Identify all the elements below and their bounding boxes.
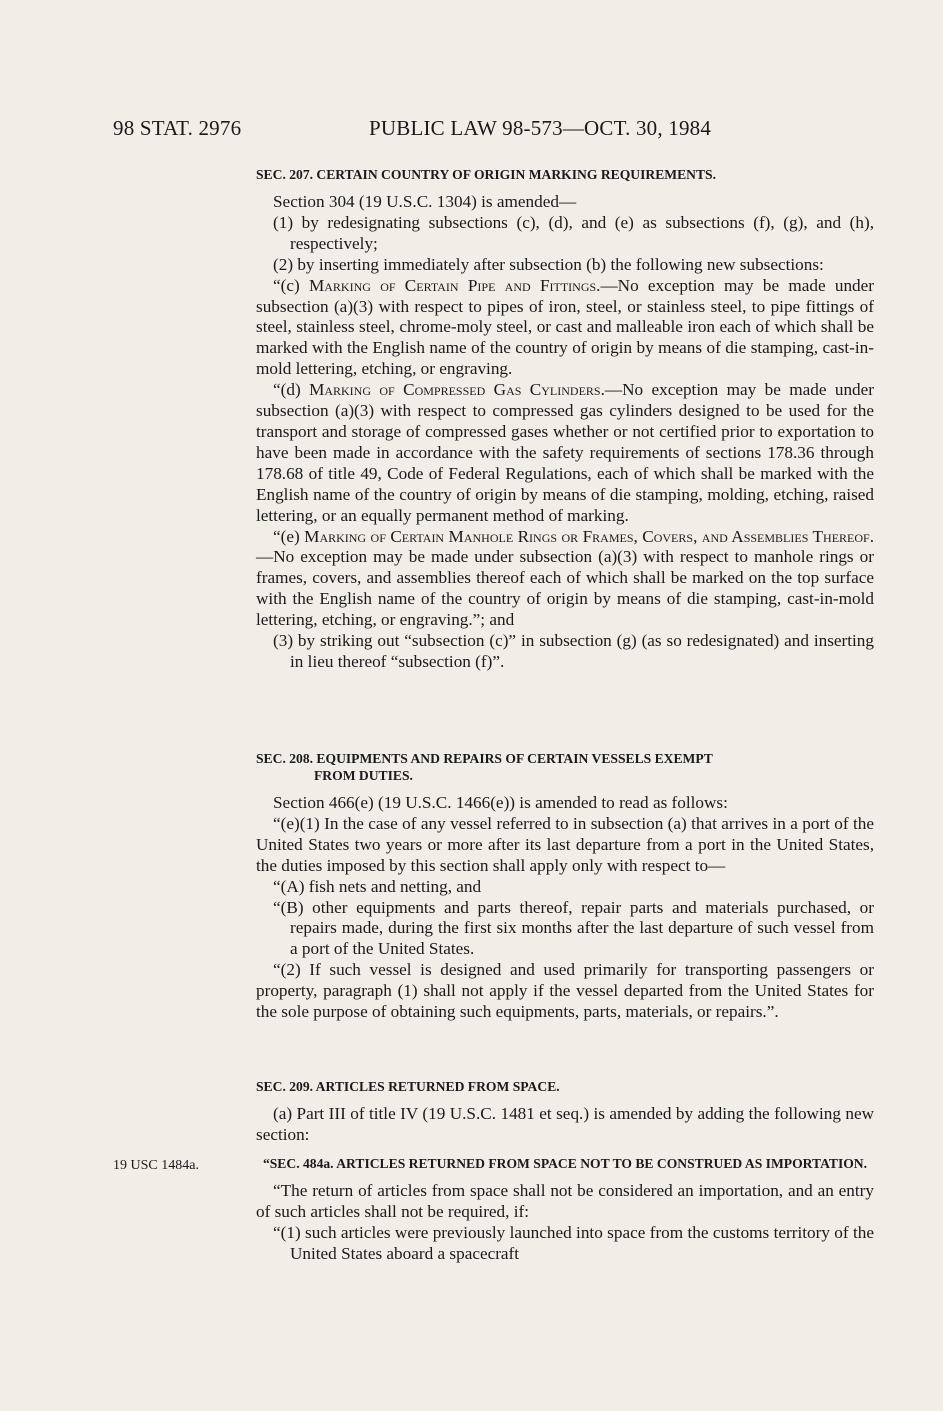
paragraph-e1: “(e)(1) In the case of any vessel referred to in subsection (a) that arrives in a port of the United States two years or more after its last departure from a port in the United States, the duties imposed by this section shall apply only with respect to— (256, 813, 874, 875)
section-207 (256, 166, 874, 673)
section-207-intro: Section 304 (19 U.S.C. 1304) is amended— (273, 192, 577, 211)
page-number: 98 STAT. 2976 (113, 116, 242, 140)
subsection-e-title: Marking of Certain Manhole Rings or Frames, Covers, and Assemblies Thereof (304, 526, 870, 546)
subsection-d (256, 380, 874, 526)
section-207-heading: SEC. 207. CERTAIN COUNTRY OF ORIGIN MARKING REQUIREMENTS. (256, 167, 717, 182)
subsection-c-body: .—No exception may be made under subsection (a)(3) with respect to pipes of iron, steel, or stainless steel, to pipe fittings of steel, stainless steel, chrome-moly steel, or cast and malleable iron each of which shall be marked with the English name of the country of origin by means of die stamping, cast-in-mold lettering, etching, or engraving. (256, 275, 874, 379)
section-208 (256, 750, 874, 1023)
section-209-heading: SEC. 209. ARTICLES RETURNED FROM SPACE. (256, 1079, 560, 1094)
subsection-c-title: Marking of Certain Pipe and Fittings (308, 275, 597, 295)
subsection-e-body: .—No exception may be made under subsection (a)(3) with respect to manhole rings or frames, covers, and assemblies thereof each of which shall be marked on the top surface with the English name of the country of origin by means of die stamping, cast-in-mold lettering, etching, or engraving.”; and (256, 526, 874, 630)
subsection-e-lead: “(e) (273, 526, 305, 546)
section-207-item-3: (3) by striking out “subsection (c)” in subsection (g) (as so redesignated) and inserting in lieu thereof “subsection (f)”. (273, 631, 874, 671)
subsection-c (256, 276, 874, 381)
subsection-e (256, 527, 874, 632)
subsection-d-body: .—No exception may be made under subsection (a)(3) with respect to compressed gas cylinders designed to be used for the transport and storage of compressed gases whether or not certified prior to exportation to have been made in accordance with the safety requirements of sections 178.36 through 178.68 of title 49, Code of Federal Regulations, each of which shall be marked with the English name of the country of origin by means of die stamping, molding, etching, raised lettering, or an equally permanent method of marking. (256, 380, 874, 525)
running-header: PUBLIC LAW 98-573—OCT. 30, 1984 (369, 116, 712, 140)
section-484a-heading: “SEC. 484a. ARTICLES RETURNED FROM SPACE NOT TO BE CONSTRUED AS IMPORTATION. (262, 1155, 868, 1171)
subparagraph-a: “(A) fish nets and netting, and (273, 876, 482, 896)
section-207-item-1: (1) by redesignating subsections (c), (d), and (e) as subsections (f), (g), and (h), respectively; (273, 212, 874, 253)
section-484a-item-1: “(1) such articles were previously launched into space from the customs territory of the United States aboard a spacecraft (273, 1222, 874, 1263)
section-208-heading-line-1: SEC. 208. EQUIPMENTS AND REPAIRS OF CERTAIN VESSELS EXEMPT (256, 751, 713, 766)
section-208-heading (256, 750, 874, 784)
section-209 (256, 1078, 874, 1264)
section-484a-body: “The return of articles from space shall not be considered an importation, and an entry of such articles shall not be required, if: (256, 1180, 874, 1221)
subsection-d-lead: “(d) (273, 380, 310, 400)
margin-citation: 19 USC 1484a. (113, 1158, 199, 1173)
subparagraph-b: “(B) other equipments and parts thereof, repair parts and materials purchased, or repairs made, during the first six months after the last departure of such vessel from a port of the United States. (273, 897, 874, 959)
section-207-item-2: (2) by inserting immediately after subsection (b) the following new subsections: (273, 254, 824, 274)
subsection-c-lead: “(c) (273, 275, 309, 295)
subsection-d-title: Marking of Compressed Gas Cylinders (309, 380, 601, 400)
paragraph-2: “(2) If such vessel is designed and used primarily for transporting passengers or property, paragraph (1) shall not apply if the vessel departed from the United States for the sole purpose of obtaining such equipments, parts, materials, or repairs.”. (256, 960, 874, 1022)
section-209-a: (a) Part III of title IV (19 U.S.C. 1481 et seq.) is amended by adding the following new section: (256, 1104, 874, 1144)
section-208-heading-line-2: FROM DUTIES. (314, 768, 413, 783)
section-208-intro: Section 466(e) (19 U.S.C. 1466(e)) is amended to read as follows: (273, 793, 728, 812)
